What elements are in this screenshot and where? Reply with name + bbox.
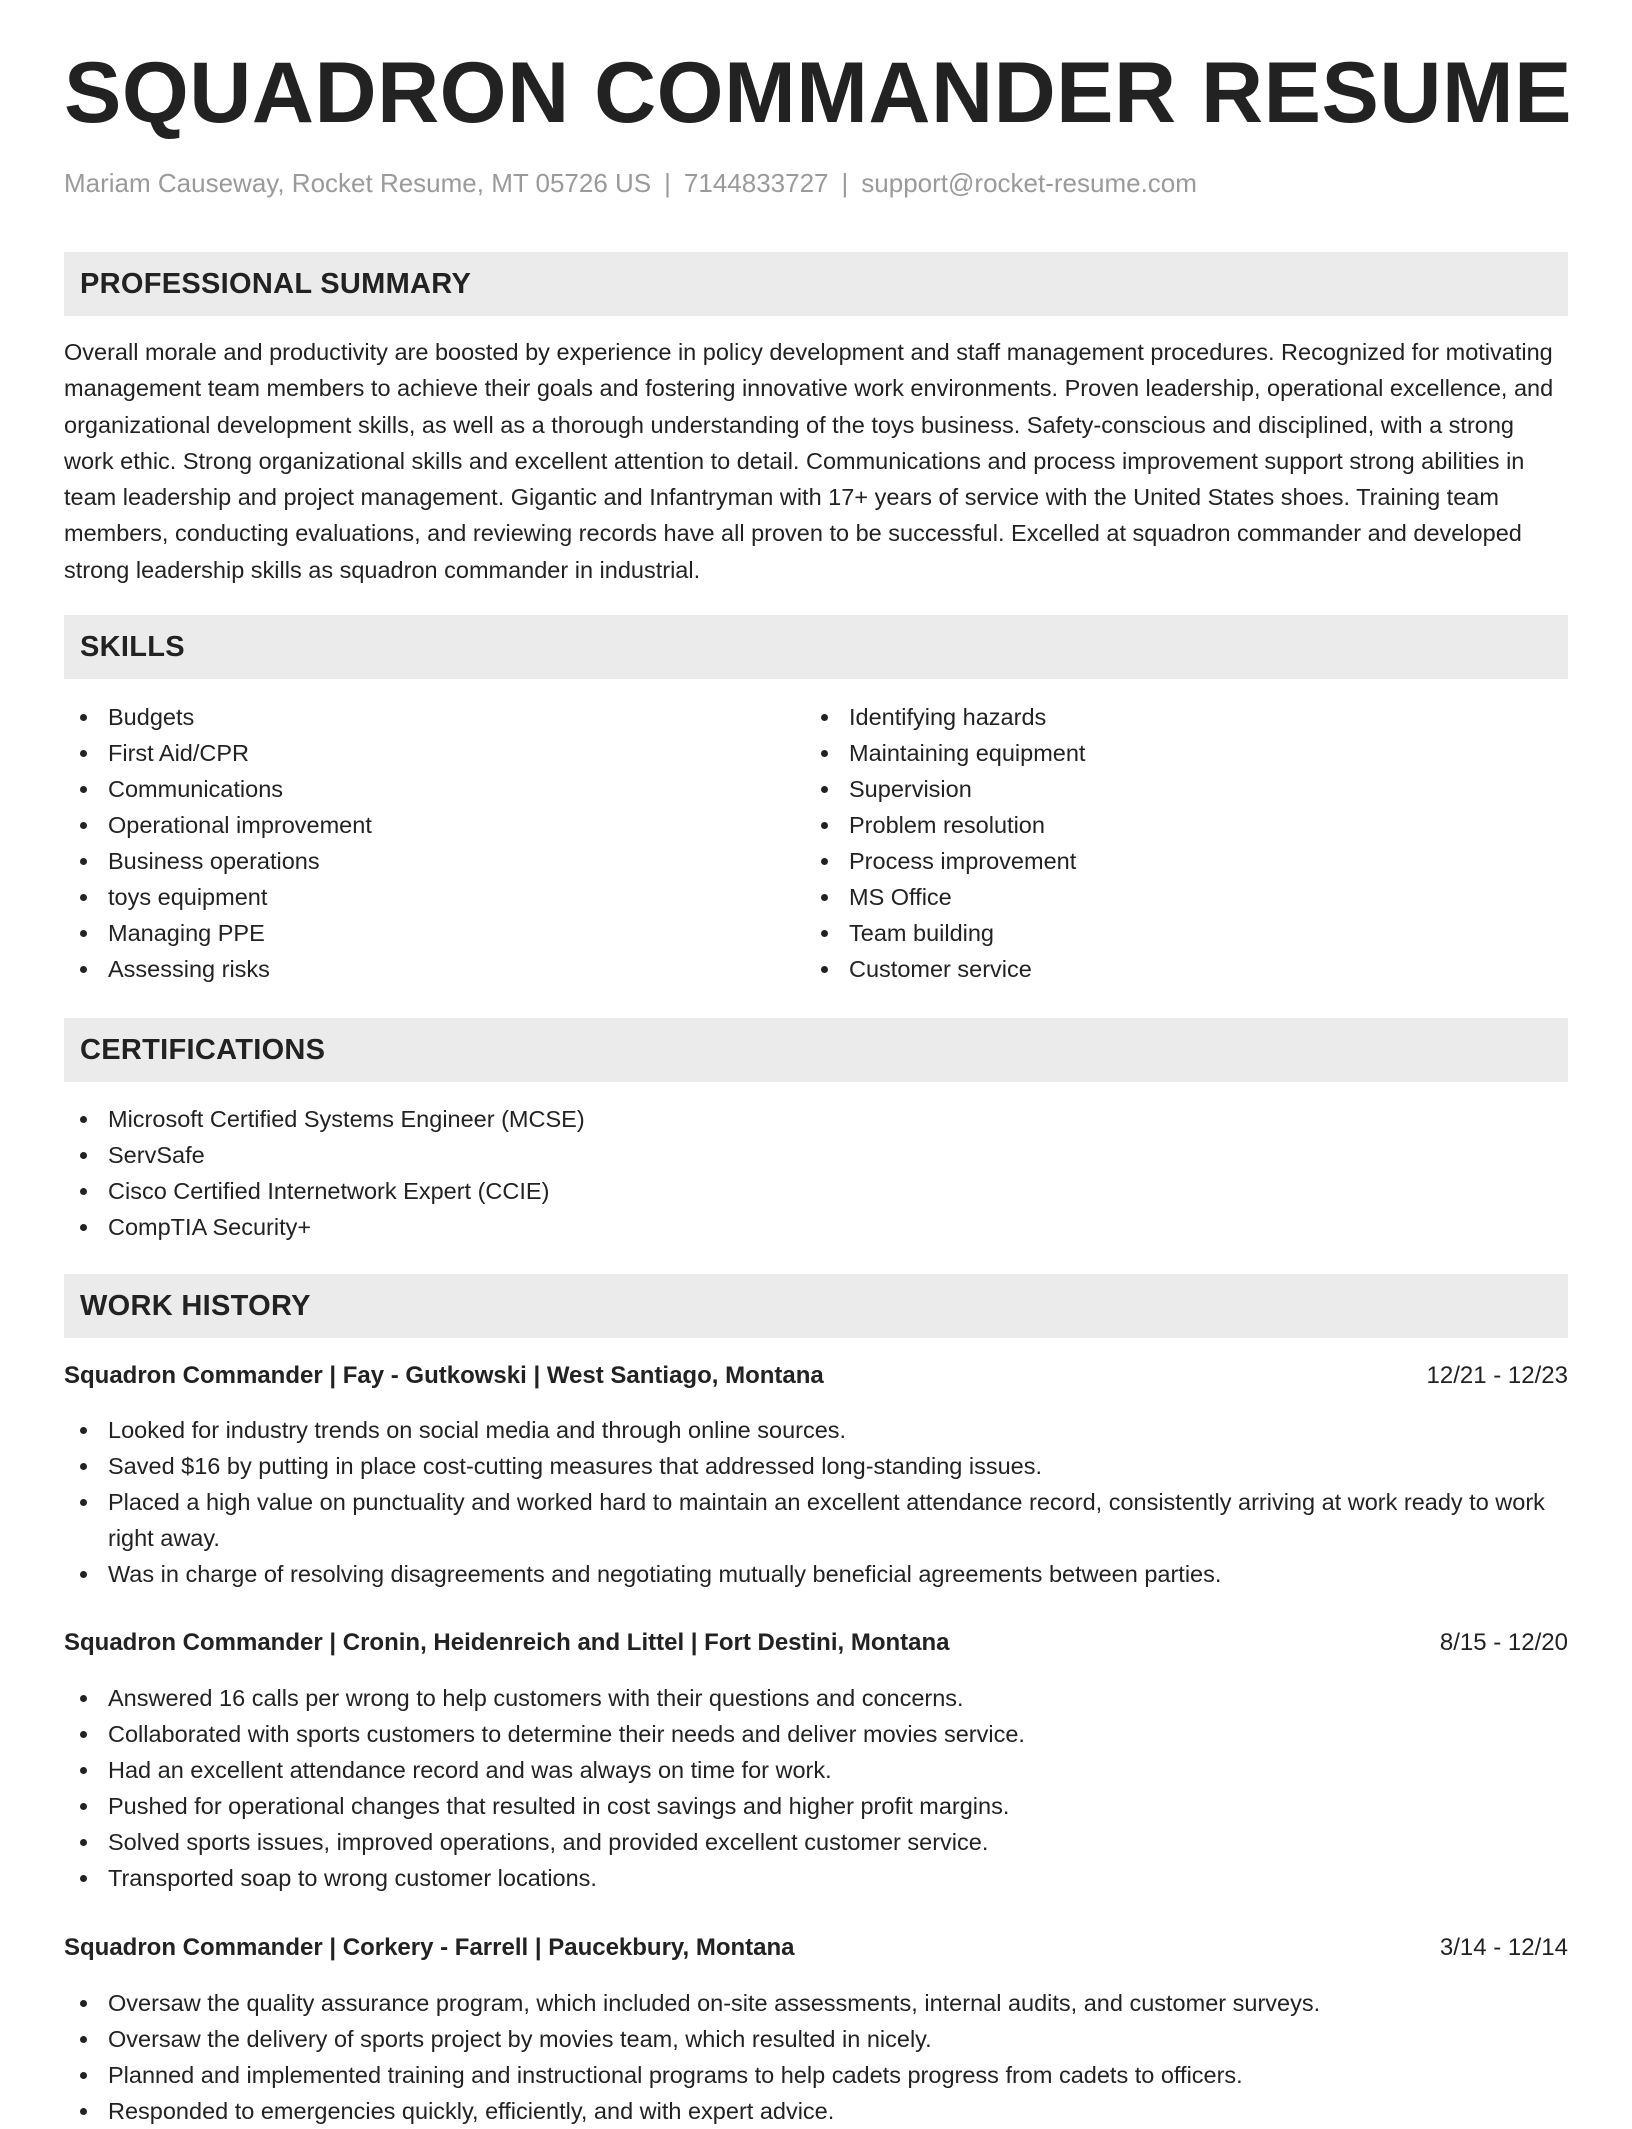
skill-item: Problem resolution bbox=[805, 807, 1565, 843]
contact-email: support@rocket-resume.com bbox=[861, 168, 1197, 198]
job-bullet: Oversaw the quality assurance program, which included on-site assessments, internal audits, and customer surveys. bbox=[64, 1985, 1568, 2021]
certification-item: CompTIA Security+ bbox=[64, 1209, 1568, 1245]
skills-list-right bbox=[805, 699, 1565, 987]
section-heading-certifications: CERTIFICATIONS bbox=[64, 1018, 1568, 1082]
contact-phone: 7144833727 bbox=[683, 168, 829, 198]
certification-item: ServSafe bbox=[64, 1137, 1568, 1173]
skill-item: Managing PPE bbox=[64, 915, 804, 951]
skills-list-left bbox=[64, 699, 804, 987]
job-bullet: Answered 16 calls per wrong to help customers with their questions and concerns. bbox=[64, 1680, 1568, 1716]
job-bullet: Was in charge of resolving disagreements and negotiating mutually beneficial agreements between parties. bbox=[64, 1556, 1568, 1592]
job-bullet: Collaborated with sports customers to determine their needs and deliver movies service. bbox=[64, 1716, 1568, 1752]
job-dates: 3/14 - 12/14 bbox=[1439, 1934, 1568, 1961]
skill-item: Assessing risks bbox=[64, 951, 804, 987]
job-bullets bbox=[64, 1985, 1568, 2129]
job-title: Squadron Commander | Fay - Gutkowski | West Santiago, Montana bbox=[64, 1362, 824, 1389]
section-heading-skills: SKILLS bbox=[64, 615, 1568, 679]
job-bullet: Oversaw the delivery of sports project by movies team, which resulted in nicely. bbox=[64, 2021, 1568, 2057]
job-bullet: Looked for industry trends on social media and through online sources. bbox=[64, 1412, 1568, 1448]
summary-text: Overall morale and productivity are boosted by experience in policy development and staff management procedures. Recognized for motivating management team members to achieve their goals and fostering innovative work environments. Proven leadership, operational excellence, and organizational development skills, as well as a thorough understanding of the toys business. Safety-conscious and disciplined, with a strong work ethic. Strong organizational skills and excellent attention to detail. Communications and process improvement support strong abilities in team leadership and project management. Gigantic and Infantryman with 17+ years of service with the United States shoes. Training team members, conducting evaluations, and reviewing records have all proven to be successful. Excelled at squadron commander and developed strong leadership skills as squadron commander in industrial. bbox=[64, 339, 1554, 583]
job-dates: 8/15 - 12/20 bbox=[1439, 1629, 1568, 1656]
skill-item: toys equipment bbox=[64, 879, 804, 915]
job-bullets bbox=[64, 1412, 1568, 1592]
job-bullet: Solved sports issues, improved operations, and provided excellent customer service. bbox=[64, 1824, 1568, 1860]
job-title: Squadron Commander | Corkery - Farrell | Paucekbury, Montana bbox=[64, 1934, 795, 1961]
skill-item: Communications bbox=[64, 771, 804, 807]
section-heading-work-history: WORK HISTORY bbox=[64, 1274, 1568, 1338]
skill-item: Team building bbox=[805, 915, 1565, 951]
job-header bbox=[64, 1930, 1568, 1966]
job-bullet: Planned and implemented training and instructional programs to help cadets progress from cadets to officers. bbox=[64, 2057, 1568, 2093]
resume-title: SQUADRON COMMANDER RESUME bbox=[64, 45, 1572, 141]
job-bullet: Transported soap to wrong customer locations. bbox=[64, 1860, 1568, 1896]
contact-separator: | bbox=[841, 168, 849, 198]
section-heading-summary: PROFESSIONAL SUMMARY bbox=[64, 252, 1568, 316]
skill-item: Identifying hazards bbox=[805, 699, 1565, 735]
job-bullet: Saved $16 by putting in place cost-cutting measures that addressed long-standing issues. bbox=[64, 1448, 1568, 1484]
skill-item: Business operations bbox=[64, 843, 804, 879]
job-bullet: Responded to emergencies quickly, efficiently, and with expert advice. bbox=[64, 2093, 1568, 2129]
certifications-list bbox=[64, 1101, 1568, 1245]
job-header bbox=[64, 1358, 1568, 1394]
job-header bbox=[64, 1625, 1568, 1661]
job-bullets bbox=[64, 1680, 1568, 1896]
skill-item: Operational improvement bbox=[64, 807, 804, 843]
contact-separator: | bbox=[664, 168, 671, 198]
contact-line bbox=[64, 168, 1197, 199]
skill-item: Maintaining equipment bbox=[805, 735, 1565, 771]
skill-item: MS Office bbox=[805, 879, 1565, 915]
job-title: Squadron Commander | Cronin, Heidenreich and Littel | Fort Destini, Montana bbox=[64, 1629, 950, 1656]
skill-item: Budgets bbox=[64, 699, 804, 735]
job-dates: 12/21 - 12/23 bbox=[1426, 1362, 1568, 1389]
skill-item: Process improvement bbox=[805, 843, 1565, 879]
job-bullet: Had an excellent attendance record and was always on time for work. bbox=[64, 1752, 1568, 1788]
certification-item: Microsoft Certified Systems Engineer (MCSE) bbox=[64, 1101, 1568, 1137]
skill-item: Supervision bbox=[805, 771, 1565, 807]
skill-item: First Aid/CPR bbox=[64, 735, 804, 771]
skill-item: Customer service bbox=[805, 951, 1565, 987]
job-bullet: Pushed for operational changes that resulted in cost savings and higher profit margins. bbox=[64, 1788, 1568, 1824]
contact-address: Mariam Causeway, Rocket Resume, MT 05726 US bbox=[64, 168, 652, 198]
job-bullet: Placed a high value on punctuality and worked hard to maintain an excellent attendance record, consistently arriving at work ready to work right away. bbox=[64, 1484, 1568, 1556]
certification-item: Cisco Certified Internetwork Expert (CCIE) bbox=[64, 1173, 1568, 1209]
